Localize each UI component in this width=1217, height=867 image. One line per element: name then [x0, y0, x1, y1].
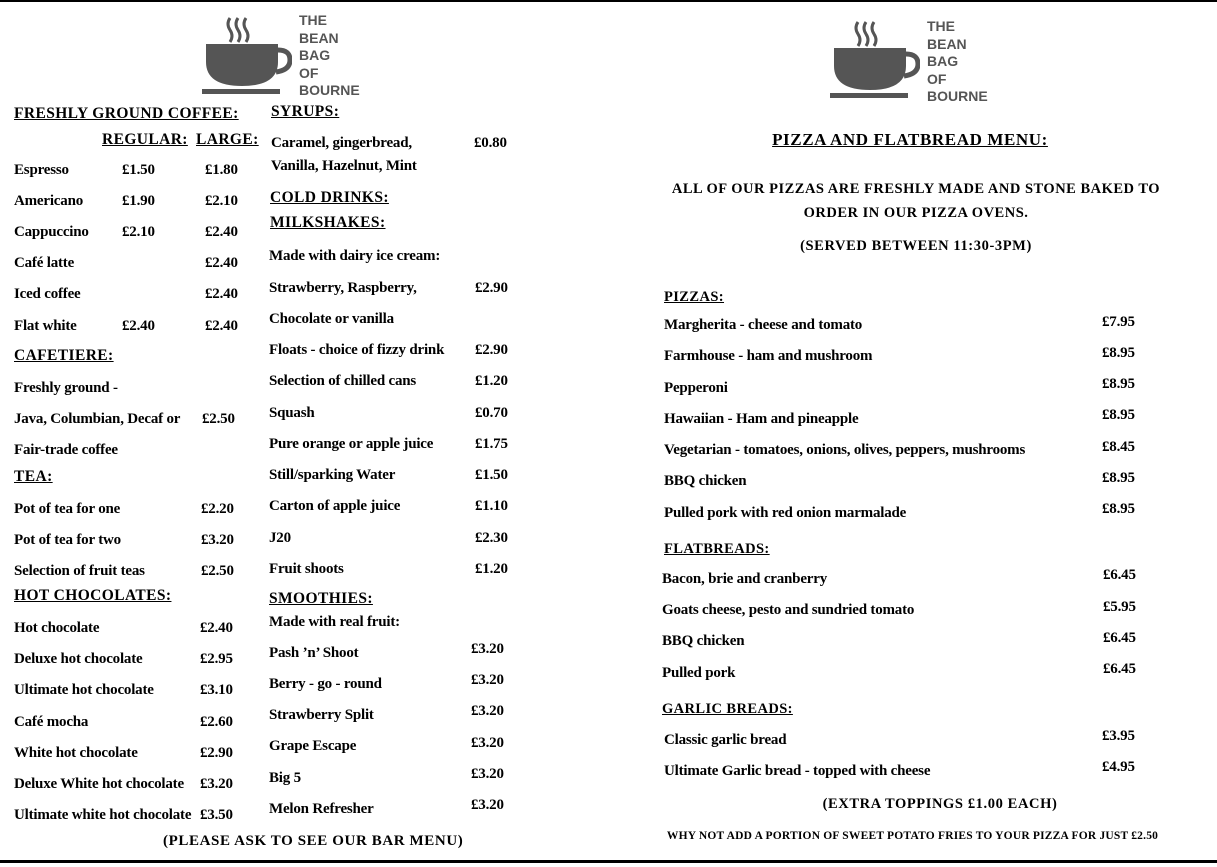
pizza-name: Farmhouse - ham and mushroom	[664, 348, 873, 364]
coffee-cup-icon	[200, 14, 292, 98]
syrups-price: £0.80	[474, 135, 507, 151]
brand-name	[299, 12, 360, 100]
cold-drink-price: £1.10	[475, 498, 508, 514]
milkshakes-intro: Made with dairy ice cream:	[269, 248, 441, 264]
hot-chocolate-item-price: £3.20	[200, 776, 233, 792]
cold-drink-name: Carton of apple juice	[269, 498, 401, 514]
flatbread-price: £5.95	[1103, 599, 1136, 615]
brand-line: THE	[927, 18, 955, 34]
brand-line: BOURNE	[927, 88, 988, 104]
pizza-price: £8.95	[1102, 376, 1135, 392]
cafetiere-line: Java, Columbian, Decaf or	[14, 411, 181, 427]
garlic-breads-heading: GARLIC BREADS:	[662, 701, 793, 717]
cold-drink-price: £1.20	[475, 373, 508, 389]
flatbread-name: Goats cheese, pesto and sundried tomato	[662, 602, 915, 618]
pizza-price: £8.45	[1102, 439, 1135, 455]
cold-drink-price: £2.90	[475, 342, 508, 358]
pizza-price: £8.95	[1102, 470, 1135, 486]
cafetiere-line: Fair-trade coffee	[14, 442, 118, 458]
pizza-name: Hawaiian - Ham and pineapple	[664, 411, 859, 427]
pizza-name: Pepperoni	[664, 380, 728, 396]
coffee-regular-price: £2.10	[122, 224, 155, 240]
cafetiere-line: Freshly ground -	[14, 380, 118, 396]
tea-heading: TEA:	[14, 468, 53, 485]
coffee-item-name: Cappuccino	[14, 224, 89, 240]
coffee-item-name: Espresso	[14, 162, 69, 178]
brand-logo-right	[828, 18, 988, 104]
coffee-large-price: £2.40	[205, 286, 238, 302]
garlic-bread-name: Classic garlic bread	[664, 732, 787, 748]
hot-chocolate-item-name: Ultimate hot chocolate	[14, 682, 154, 698]
hot-chocolate-item-price: £2.95	[200, 651, 233, 667]
smoothies-heading: SMOOTHIES:	[269, 590, 373, 607]
cold-drink-name: Selection of chilled cans	[269, 373, 417, 389]
cold-drink-price: £2.30	[475, 530, 508, 546]
flatbread-name: BBQ chicken	[662, 633, 745, 649]
fries-offer-note: WHY NOT ADD A PORTION OF SWEET POTATO FRIES TO YOUR PIZZA FOR JUST £2.50	[666, 830, 1159, 842]
cold-drink-name: Floats - choice of fizzy drink	[269, 342, 445, 358]
hot-chocolate-item-price: £2.60	[200, 714, 233, 730]
garlic-bread-price: £4.95	[1102, 759, 1135, 775]
pizza-menu-title: PIZZA AND FLATBREAD MENU:	[772, 130, 1048, 149]
brand-line: BAG	[927, 53, 959, 69]
brand-line: OF	[927, 70, 947, 87]
flatbread-price: £6.45	[1103, 661, 1136, 677]
tea-item-price: £2.20	[201, 501, 234, 517]
garlic-bread-name: Ultimate Garlic bread - topped with cheese	[664, 763, 931, 779]
cold-drink-price: £1.20	[475, 561, 508, 577]
coffee-heading: FRESHLY GROUND COFFEE:	[14, 105, 239, 122]
coffee-large-price: £1.80	[205, 162, 238, 178]
coffee-item-name: Americano	[14, 193, 84, 209]
top-border	[0, 0, 1217, 2]
smoothie-name: Berry - go - round	[269, 676, 382, 692]
pizza-name: BBQ chicken	[664, 473, 747, 489]
cafetiere-heading: CAFETIERE:	[14, 347, 114, 364]
pizza-price: £8.95	[1102, 345, 1135, 361]
serving-hours: (SERVED BETWEEN 11:30-3PM)	[800, 238, 1032, 254]
brand-line: BAG	[299, 47, 331, 63]
coffee-regular-price: £1.50	[122, 162, 155, 178]
pizza-name: Vegetarian - tomatoes, onions, olives, peppers, mushrooms	[664, 442, 1026, 458]
coffee-regular-price: £1.90	[122, 193, 155, 209]
pizzas-heading: PIZZAS:	[664, 289, 725, 305]
hot-chocolate-item-price: £3.10	[200, 682, 233, 698]
cold-drink-price: £1.75	[475, 436, 508, 452]
extra-toppings-note: (EXTRA TOPPINGS £1.00 EACH)	[822, 796, 1058, 812]
hot-chocolate-item-price: £2.40	[200, 620, 233, 636]
milkshakes-line: Chocolate or vanilla	[269, 311, 394, 327]
bottom-border	[0, 860, 1217, 863]
tea-item-name: Selection of fruit teas	[14, 563, 145, 579]
coffee-large-price: £2.40	[205, 224, 238, 240]
brand-name	[927, 18, 988, 106]
pizza-name: Pulled pork with red onion marmalade	[664, 505, 907, 521]
cafetiere-price: £2.50	[202, 411, 235, 427]
milkshakes-line: Strawberry, Raspberry,	[269, 280, 417, 296]
smoothie-name: Pash ’n’ Shoot	[269, 645, 359, 661]
hot-chocolate-item-price: £2.90	[200, 745, 233, 761]
flatbread-price: £6.45	[1103, 630, 1136, 646]
flatbread-name: Pulled pork	[662, 665, 736, 681]
cold-drink-name: J20	[269, 530, 291, 546]
large-column-header: LARGE:	[196, 131, 259, 148]
flatbreads-heading: FLATBREADS:	[664, 541, 770, 557]
tea-item-name: Pot of tea for two	[14, 532, 121, 548]
coffee-large-price: £2.40	[205, 255, 238, 271]
pizza-intro-line: ALL OF OUR PIZZAS ARE FRESHLY MADE AND STONE BAKED TO	[671, 181, 1161, 197]
cold-drink-name: Fruit shoots	[269, 561, 344, 577]
cold-drink-name: Squash	[269, 405, 315, 421]
brand-logo-left	[200, 14, 360, 100]
smoothies-intro: Made with real fruit:	[269, 614, 400, 630]
smoothie-price: £3.20	[471, 641, 504, 657]
hot-chocolate-item-name: Café mocha	[14, 714, 89, 730]
smoothie-name: Grape Escape	[269, 738, 357, 754]
hot-chocolate-item-price: £3.50	[200, 807, 233, 823]
coffee-item-name: Café latte	[14, 255, 75, 271]
syrups-line: Vanilla, Hazelnut, Mint	[271, 158, 417, 174]
coffee-item-name: Iced coffee	[14, 286, 81, 302]
syrups-line: Caramel, gingerbread,	[271, 135, 412, 151]
pizza-price: £8.95	[1102, 501, 1135, 517]
smoothie-price: £3.20	[471, 703, 504, 719]
smoothie-price: £3.20	[471, 766, 504, 782]
milkshakes-heading: MILKSHAKES:	[270, 214, 386, 231]
brand-line: THE	[299, 12, 327, 28]
pizza-price: £7.95	[1102, 314, 1135, 330]
tea-item-price: £2.50	[201, 563, 234, 579]
hot-chocolate-item-name: White hot chocolate	[14, 745, 138, 761]
smoothie-name: Strawberry Split	[269, 707, 374, 723]
coffee-item-name: Flat white	[14, 318, 77, 334]
smoothie-price: £3.20	[471, 672, 504, 688]
smoothie-name: Melon Refresher	[269, 801, 374, 817]
coffee-regular-price: £2.40	[122, 318, 155, 334]
hot-chocolate-item-name: Deluxe hot chocolate	[14, 651, 143, 667]
coffee-cup-icon	[828, 18, 920, 102]
pizza-price: £8.95	[1102, 407, 1135, 423]
pizza-intro-line: ORDER IN OUR PIZZA OVENS.	[803, 205, 1029, 221]
hot-chocolates-heading: HOT CHOCOLATES:	[14, 587, 172, 604]
cold-drink-name: Pure orange or apple juice	[269, 436, 434, 452]
cold-drink-price: £1.50	[475, 467, 508, 483]
hot-chocolate-item-name: Hot chocolate	[14, 620, 100, 636]
flatbread-name: Bacon, brie and cranberry	[662, 571, 827, 587]
hot-chocolate-item-name: Deluxe White hot chocolate	[14, 776, 184, 792]
cold-drink-price: £0.70	[475, 405, 508, 421]
cold-drink-name: Still/sparking Water	[269, 467, 396, 483]
tea-item-price: £3.20	[201, 532, 234, 548]
coffee-large-price: £2.10	[205, 193, 238, 209]
smoothie-price: £3.20	[471, 735, 504, 751]
brand-line: BEAN	[927, 35, 967, 52]
smoothie-price: £3.20	[471, 797, 504, 813]
brand-line: BOURNE	[299, 82, 360, 98]
tea-item-name: Pot of tea for one	[14, 501, 121, 517]
bar-menu-note: (PLEASE ASK TO SEE OUR BAR MENU)	[163, 833, 464, 849]
pizza-name: Margherita - cheese and tomato	[664, 317, 863, 333]
garlic-bread-price: £3.95	[1102, 728, 1135, 744]
coffee-large-price: £2.40	[205, 318, 238, 334]
cold-drinks-heading: COLD DRINKS:	[270, 189, 389, 206]
brand-line: OF	[299, 64, 319, 81]
syrups-heading: SYRUPS:	[271, 103, 340, 120]
flatbread-price: £6.45	[1103, 567, 1136, 583]
hot-chocolate-item-name: Ultimate white hot chocolate	[14, 807, 192, 823]
milkshakes-price: £2.90	[475, 280, 508, 296]
smoothie-name: Big 5	[269, 770, 301, 786]
regular-column-header: REGULAR:	[102, 131, 188, 148]
brand-line: BEAN	[299, 29, 339, 46]
